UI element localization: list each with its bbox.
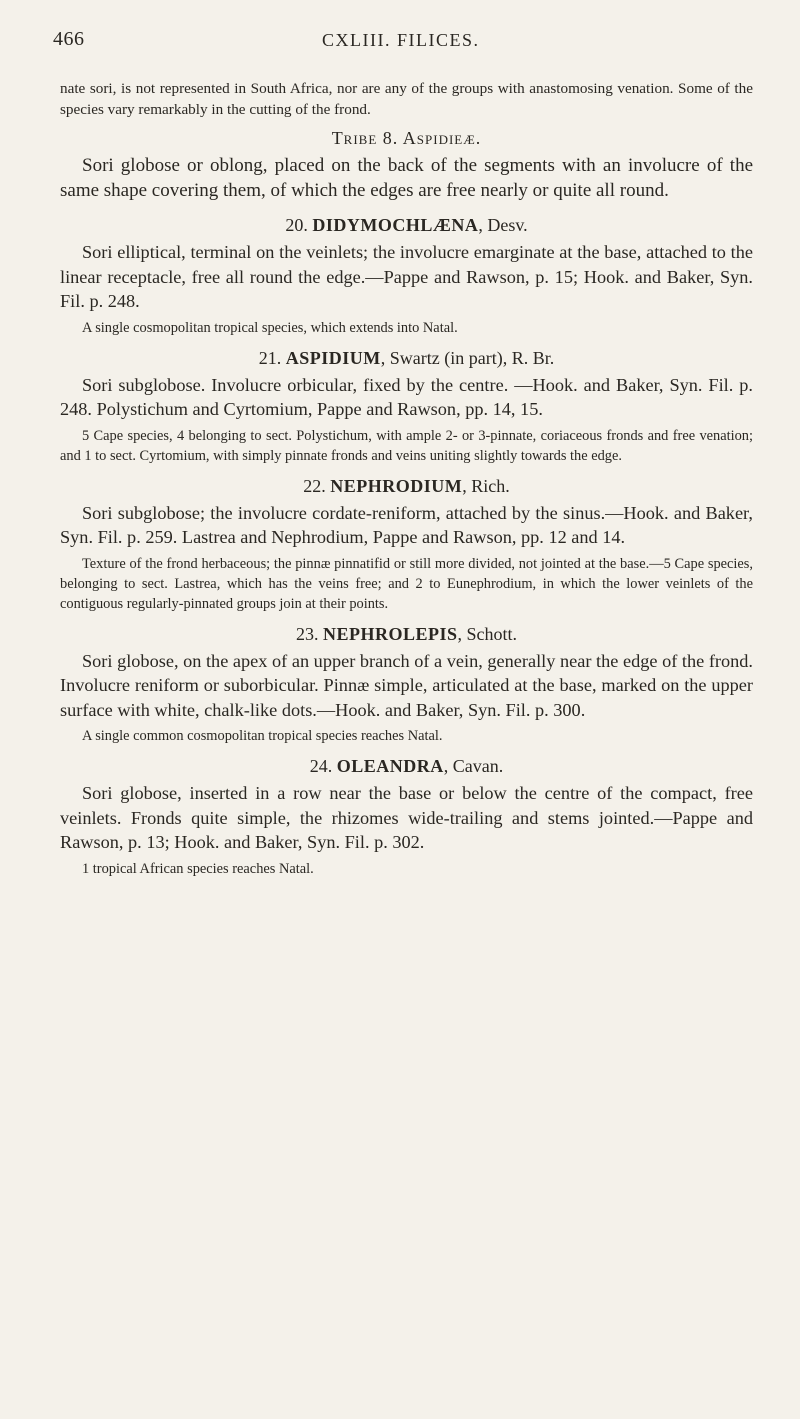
genus-description: Sori subglobose. Involucre orbicular, fixed by the centre. —Hook. and Baker, Syn. Fil. p. 248. Polystichum and Cyrtomium, Pappe and Rawson, pp. 14, 15. bbox=[60, 374, 753, 419]
tribe-description: Sori globose or oblong, placed on the back of the segments with an involucre of the same shape covering them, of which the edges are free nearly or quite all round. bbox=[60, 155, 753, 201]
genus-number: 21. bbox=[258, 347, 282, 368]
tribe-heading: Tribe 8. Aspidieæ. bbox=[331, 128, 482, 148]
genus-description: Sori globose, on the apex of an upper branch of a vein, generally near the edge of the frond. Involucre reniform or suborbicular. Pinnæ simple, articulated at the base, marked on the upper surface with white, chalk-like dots.—Hook. and Baker, Syn. Fil. p. 300. bbox=[60, 650, 753, 720]
genus-name: OLEANDRA bbox=[336, 756, 444, 776]
running-head: CXLIII. FILICES. bbox=[322, 30, 480, 50]
genus-entry-oleandra bbox=[60, 756, 753, 879]
genus-number: 20. bbox=[285, 215, 308, 235]
genus-description: Sori elliptical, terminal on the veinlets; the involucre emarginate at the base, attached to the linear receptacle, free all round the edge.—Pappe and Rawson, p. 15; Hook. and Baker, Syn. Fil. p. 248. bbox=[60, 242, 753, 311]
genus-name: NEPHROLEPIS bbox=[322, 623, 458, 644]
intro-paragraph: nate sori, is not represented in South Africa, nor are any of the groups with anastomosing venation. Some of the species vary remarkably in the cutting of the frond. bbox=[60, 80, 753, 118]
genus-heading bbox=[60, 476, 753, 497]
genus-authority: , Swartz (in part), R. Br. bbox=[380, 347, 555, 368]
page-content bbox=[60, 78, 753, 889]
genus-authority: , Schott. bbox=[457, 623, 518, 644]
genus-authority: , Rich. bbox=[462, 475, 510, 496]
genus-name: NEPHRODIUM bbox=[330, 475, 463, 496]
genus-description: Sori subglobose; the involucre cordate-reniform, attached by the sinus.—Hook. and Baker, Syn. Fil. p. 259. Lastrea and Nephrodium, Pappe and Rawson, pp. 12 and 14. bbox=[60, 502, 753, 547]
genus-entry-didymochlaena bbox=[60, 215, 753, 338]
genus-note: A single common cosmopolitan tropical species reaches Natal. bbox=[82, 728, 443, 744]
genus-heading bbox=[60, 624, 753, 645]
genus-number: 24. bbox=[309, 756, 333, 776]
genus-number: 23. bbox=[295, 623, 319, 644]
genus-name: ASPIDIUM bbox=[285, 347, 381, 368]
genus-name: DIDYMOCHLÆNA bbox=[312, 215, 479, 235]
genus-entry-aspidium bbox=[60, 348, 753, 466]
genus-entry-nephrodium bbox=[60, 476, 753, 614]
genus-authority: , Cavan. bbox=[443, 756, 504, 776]
genus-entry-nephrolepis bbox=[60, 624, 753, 747]
genus-note: 1 tropical African species reaches Natal. bbox=[82, 860, 314, 877]
genus-note: A single cosmopolitan tropical species, which extends into Natal. bbox=[82, 319, 458, 336]
genus-note: 5 Cape species, 4 belonging to sect. Polystichum, with ample 2- or 3-pinnate, coriaceous fronds and free venation; and 1 to sect. Cyrtomium, with simply pinnate fronds and veins uniting slightly towards the edge. bbox=[60, 427, 753, 464]
genus-heading bbox=[60, 348, 753, 369]
page-number: 466 bbox=[53, 28, 85, 50]
genus-description: Sori globose, inserted in a row near the base or below the centre of the compact, free veinlets. Fronds quite simple, the rhizomes wide-trailing and stems jointed.—Pappe and Rawson, p. 13; Hook. and Baker, Syn. Fil. p. 302. bbox=[60, 783, 753, 852]
genus-heading bbox=[60, 215, 753, 236]
genus-note: Texture of the frond herbaceous; the pinnæ pinnatifid or still more divided, not jointed at the base.—5 Cape species, belonging to sect. Lastrea, which has the veins free; and 2 to Eunephrodium, in which the lower veinlets of the contiguous regularly-pinnated groups join at their points. bbox=[60, 555, 753, 612]
genus-heading bbox=[60, 756, 753, 777]
genus-authority: , Desv. bbox=[478, 215, 528, 235]
genus-number: 22. bbox=[303, 475, 326, 496]
